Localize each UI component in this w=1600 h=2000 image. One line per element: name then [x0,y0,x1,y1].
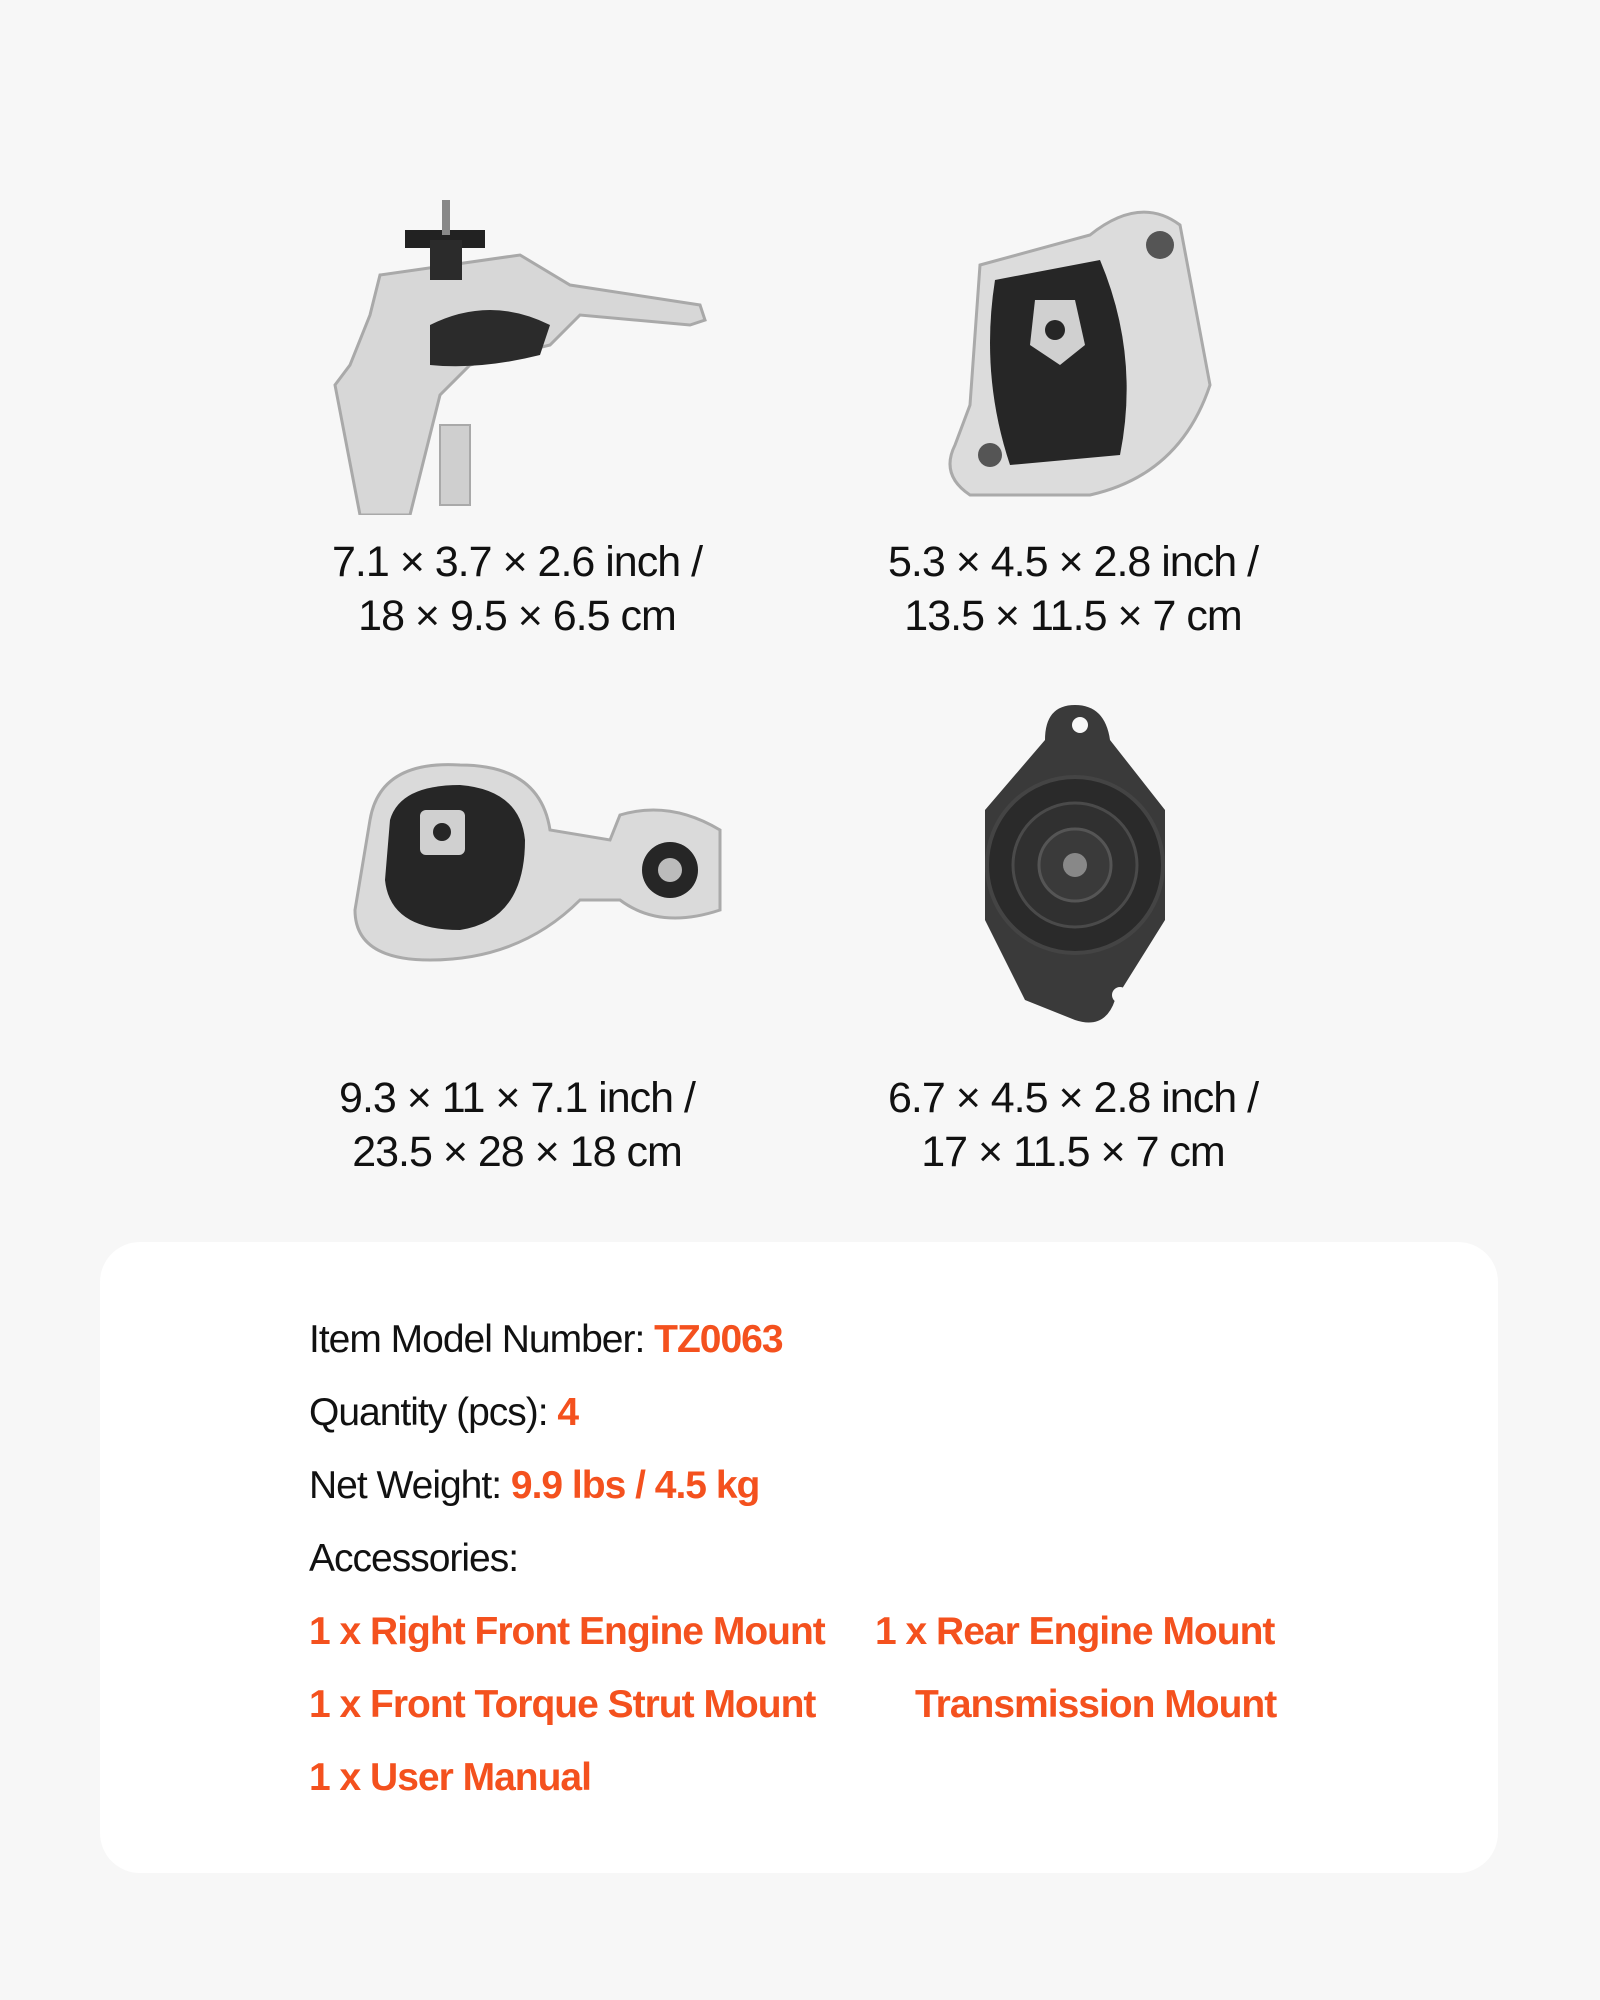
rear-engine-mount-image [940,205,1215,505]
accessory-item: Transmission Mount [915,1683,1277,1726]
product-3-dim-cm: 23.5 × 28 × 18 cm [352,1128,682,1176]
quantity-label: Quantity (pcs): [309,1391,558,1434]
product-2-dim-inch: 5.3 × 4.5 × 2.8 inch / [887,538,1259,586]
accessory-item: 1 x Front Torque Strut Mount [309,1683,816,1726]
accessory-item: 1 x Rear Engine Mount [875,1610,1275,1653]
net-weight-row [309,1461,759,1511]
model-number-label: Item Model Number: [309,1318,655,1361]
accessory-item: 1 x User Manual [309,1756,591,1799]
product-2-dim-cm: 13.5 × 11.5 × 7 cm [904,592,1242,640]
accessories-label: Accessories: [309,1537,519,1580]
product-4-dim-inch: 6.7 × 4.5 × 2.8 inch / [887,1074,1259,1122]
product-1-dim-cm: 18 × 9.5 × 6.5 cm [358,592,676,640]
right-front-engine-mount-image [320,195,710,515]
product-3-dim-inch: 9.3 × 11 × 7.1 inch / [339,1074,695,1122]
product-1-dim-inch: 7.1 × 3.7 × 2.6 inch / [331,538,703,586]
quantity-row [309,1388,578,1438]
transmission-mount-image [965,700,1185,1030]
model-number-value: TZ0063 [654,1318,783,1361]
net-weight-value: 9.9 lbs / 4.5 kg [510,1464,760,1507]
quantity-value: 4 [557,1391,579,1434]
accessory-item: 1 x Right Front Engine Mount [309,1610,825,1653]
net-weight-label: Net Weight: [309,1464,511,1507]
front-torque-strut-mount-image [350,760,730,970]
model-number-row [309,1315,783,1365]
product-4-dim-cm: 17 × 11.5 × 7 cm [921,1128,1225,1176]
